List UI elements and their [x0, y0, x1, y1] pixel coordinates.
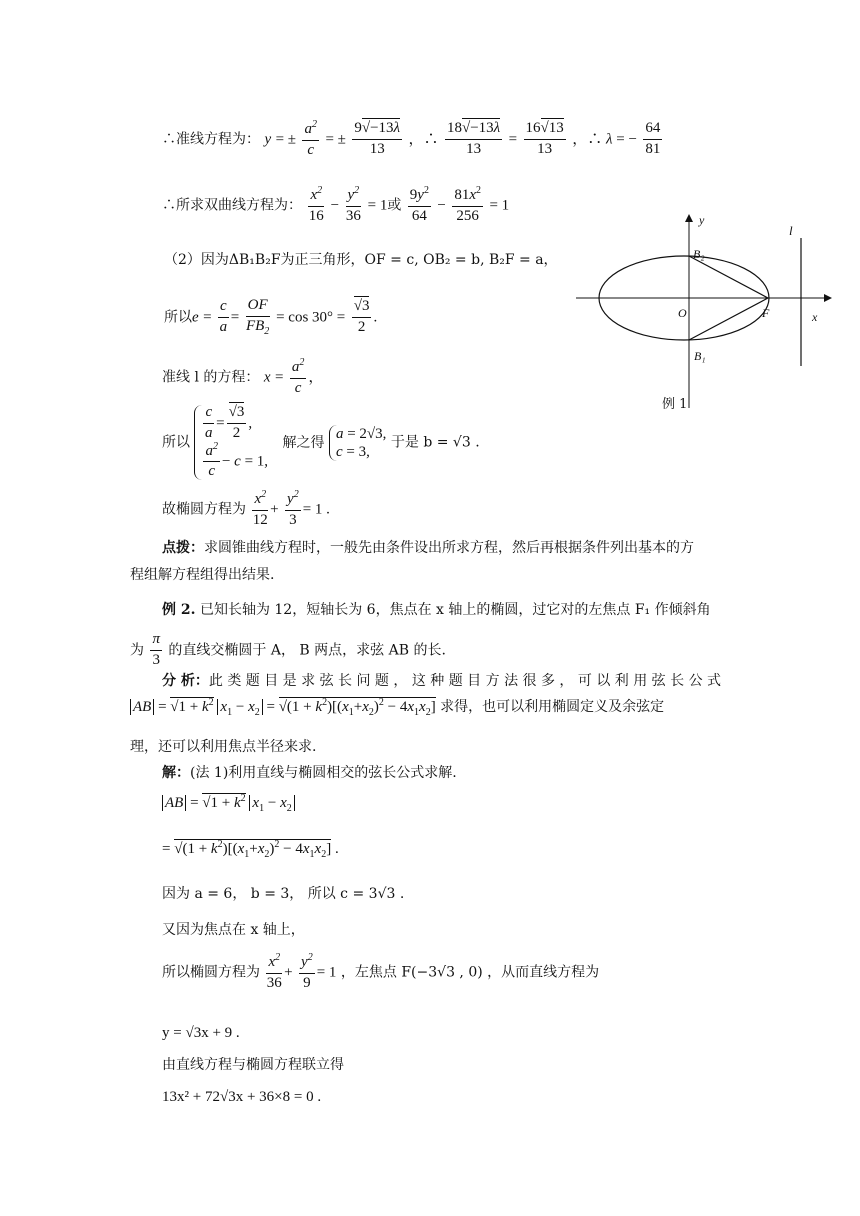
line-equation: y = √3x + 9 . — [162, 1025, 240, 1041]
triangle-statement: （2）因为ΔB₁B₂F为正三角形，OF = c, OB₂ = b, B₂F = a， — [164, 252, 558, 268]
analysis-line-2: AB = $√1 + k^2$ $x_1 - x_2 = √(1 + k^2)[(x_1+x_2)^2 - 4x_1x_2]$ 求得，也可以利用椭圆定义及余弦定 — [130, 698, 664, 718]
hyperbola-equation: ∴所求双曲线方程为： $\frac{x^2}{16}$ − $\frac{y^2}{36}$ = 1或 $\frac{9y^2}{64}$ − $\frac{81x^2}{256}$ = 1 — [162, 185, 510, 224]
analysis-line-1: 分 析：此 类 题 目 是 求 弦 长 问 题 ， 这 种 题 目 方 法 很 多 ， 可 以 利 用 弦 长 公 式 — [162, 673, 722, 689]
x-axis-arrow — [824, 294, 832, 302]
l-label: l — [789, 223, 793, 238]
ellipse-equation: 故椭圆方程为 $\frac{x^2}{12}$ + $\frac{y^2}{3}$ = 1 . — [162, 489, 330, 528]
figure-example-1 — [572, 208, 834, 418]
b2-label: B₂ — [693, 247, 705, 261]
directrix-prefix: ∴准线方程为： — [162, 131, 260, 148]
analysis-line-3: 理，还可以利用焦点半径来求. — [130, 739, 317, 755]
combine-note: 由直线方程与椭圆方程联立得 — [162, 1057, 344, 1073]
quadratic-equation: 13x² + 72√3x + 36×8 = 0 . — [162, 1089, 322, 1105]
example-2-line-1: 例 2. 已知长轴为 12，短轴长为 6，焦点在 x 轴上的椭圆，过它对的左焦点 F₁ 作倾斜角 — [162, 602, 711, 618]
chord-formula-1: AB = $√1 + k^2$ $x_1 - x_2$ — [162, 794, 295, 814]
focus-axis-note: 又因为焦点在 x 轴上， — [162, 922, 305, 938]
directrix-line: ∴准线方程为： y = ± $\frac{a^2}{c}$ = ± $\frac{9√-13\lambda}{13}$ ，∴ $\frac{18√-13\lambda}{13}$ = $\frac{16√13}{13}$ ，∴ λ = − $\frac{64}{81}$ — [162, 119, 661, 158]
ellipse-diagram — [572, 208, 834, 418]
o-label: O — [678, 306, 687, 320]
tip-line-2: 程组解方程组得出结果. — [130, 567, 275, 583]
example-2-line-2: 为 $\frac{\pi}{3}$ 的直线交椭圆于 A， B 两点，求弦 AB 的长. — [130, 631, 446, 668]
f-label: F — [762, 306, 770, 320]
directrix-l-line: 准线 l 的方程： x = $\frac{a^2}{c}$ ， — [162, 357, 324, 396]
solution-line: 解：(法 1)利用直线与椭圆相交的弦长公式求解. — [162, 765, 457, 781]
x-axis-label: x — [812, 310, 818, 324]
chord-formula-2: = $√(1 + k^2)[(x_1+x_2)^2 - 4x_1x_2]$ . — [162, 839, 339, 860]
eccentricity-line: 所以e = $\frac{c}{a}$ = $\frac{OF}{FB_2}$ = cos 30° = $\frac{√3}{2}$ . — [164, 297, 378, 337]
solution-values: 因为 a = 6， b = 3， 所以 c = 3√3 . — [162, 886, 405, 902]
y-axis-arrow — [685, 214, 693, 222]
figure-caption: 例 1 — [662, 397, 688, 412]
y-axis-label: y — [699, 213, 705, 227]
ellipse-eq-line: 所以椭圆方程为 $\frac{x^2}{36}$ + $\frac{y^2}{9}$ = 1 ，左焦点 F(−3√3 , 0) ，从而直线方程为 — [162, 952, 600, 991]
b1-label: B₁ — [694, 349, 706, 363]
system-line: 所以 $\frac{c}{a}$ = $\frac{√3}{2}$ , $\frac{a^2}{c}$ − c = 1, 解之得 a = 2√3, c = 3, 于是 b = √3 . — [162, 404, 480, 480]
tip-line-1: 点拨：求圆锥曲线方程时，一般先由条件设出所求方程，然后再根据条件列出基本的方 — [162, 540, 694, 556]
